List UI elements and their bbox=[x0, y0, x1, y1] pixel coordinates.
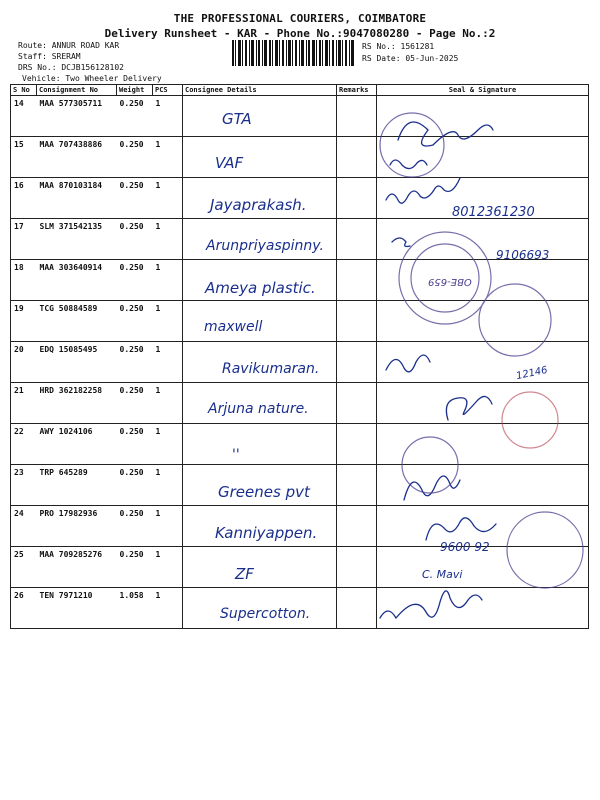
cell-pcs: 1 bbox=[153, 547, 183, 588]
handwritten-phone: 9106693 bbox=[496, 248, 550, 262]
cell-pcs: 1 bbox=[153, 137, 183, 178]
cell-seal bbox=[377, 342, 589, 383]
cell-consignment: MAA 707438886 bbox=[37, 137, 117, 178]
table-row bbox=[11, 301, 589, 342]
cell-weight: 0.250 bbox=[117, 96, 153, 137]
cell-weight: 0.250 bbox=[117, 219, 153, 260]
cell-sno: 21 bbox=[11, 383, 37, 424]
handwritten-number: 12146 bbox=[515, 364, 549, 383]
handwritten-consignee: Jayaprakash. bbox=[210, 196, 307, 214]
cell-seal bbox=[377, 96, 589, 137]
cell-remarks bbox=[337, 178, 377, 219]
cell-consignment: PRO 17982936 bbox=[37, 506, 117, 547]
col-sno: S No bbox=[11, 85, 37, 96]
cell-seal bbox=[377, 424, 589, 465]
cell-remarks bbox=[337, 383, 377, 424]
col-remarks: Remarks bbox=[337, 85, 377, 96]
cell-remarks bbox=[337, 137, 377, 178]
cell-pcs: 1 bbox=[153, 301, 183, 342]
cell-pcs: 1 bbox=[153, 178, 183, 219]
cell-weight: 0.250 bbox=[117, 547, 153, 588]
cell-pcs: 1 bbox=[153, 465, 183, 506]
handwritten-consignee: Kanniyappen. bbox=[215, 524, 318, 542]
cell-consignment: TEN 7971210 bbox=[37, 588, 117, 629]
cell-remarks bbox=[337, 260, 377, 301]
cell-sno: 14 bbox=[11, 96, 37, 137]
cell-sno: 18 bbox=[11, 260, 37, 301]
cell-sno: 25 bbox=[11, 547, 37, 588]
cell-consignment: MAA 577305711 bbox=[37, 96, 117, 137]
cell-seal bbox=[377, 260, 589, 301]
cell-sno: 23 bbox=[11, 465, 37, 506]
cell-remarks bbox=[337, 342, 377, 383]
col-seal: Seal & Signature bbox=[377, 85, 589, 96]
handwritten-consignee: Arunpriyaspinny. bbox=[206, 238, 324, 254]
handwritten-consignee: ZF bbox=[235, 565, 254, 583]
company-title: THE PROFESSIONAL COURIERS, COIMBATORE bbox=[173, 12, 427, 25]
drs-number: DRS No.: DCJB156128102 bbox=[18, 63, 124, 72]
cell-weight: 0.250 bbox=[117, 301, 153, 342]
cell-seal bbox=[377, 383, 589, 424]
cell-remarks bbox=[337, 588, 377, 629]
cell-pcs: 1 bbox=[153, 424, 183, 465]
vehicle-info: Vehicle: Two Wheeler Delivery bbox=[22, 74, 162, 83]
route-info: Route: ANNUR ROAD KAR bbox=[18, 41, 120, 50]
cell-remarks bbox=[337, 424, 377, 465]
runsheet-subtitle: Delivery Runsheet - KAR - Phone No.:9047080280 - Page No.:2 bbox=[104, 27, 496, 40]
cell-weight: 1.058 bbox=[117, 588, 153, 629]
table-header-row bbox=[11, 85, 589, 96]
cell-pcs: 1 bbox=[153, 342, 183, 383]
cell-weight: 0.250 bbox=[117, 506, 153, 547]
handwritten-consignee: GTA bbox=[222, 110, 252, 128]
table-row bbox=[11, 137, 589, 178]
table-row bbox=[11, 424, 589, 465]
cell-consignee bbox=[183, 96, 337, 137]
cell-sno: 17 bbox=[11, 219, 37, 260]
cell-pcs: 1 bbox=[153, 383, 183, 424]
cell-consignment: SLM 371542135 bbox=[37, 219, 117, 260]
handwritten-consignee: Greenes pvt bbox=[218, 483, 310, 501]
cell-consignment: TRP 645289 bbox=[37, 465, 117, 506]
cell-remarks bbox=[337, 465, 377, 506]
cell-weight: 0.250 bbox=[117, 137, 153, 178]
handwritten-consignee: VAF bbox=[215, 154, 244, 172]
cell-pcs: 1 bbox=[153, 96, 183, 137]
cell-weight: 0.250 bbox=[117, 260, 153, 301]
cell-remarks bbox=[337, 96, 377, 137]
staff-info: Staff: SRERAM bbox=[18, 52, 81, 61]
col-consignment: Consignment No bbox=[37, 85, 117, 96]
col-weight: Weight bbox=[117, 85, 153, 96]
cell-sno: 26 bbox=[11, 588, 37, 629]
table-row bbox=[11, 547, 589, 588]
rs-date: RS Date: 05-Jun-2025 bbox=[362, 54, 459, 63]
cell-sno: 22 bbox=[11, 424, 37, 465]
cell-pcs: 1 bbox=[153, 260, 183, 301]
handwritten-phone: 8012361230 bbox=[452, 205, 535, 220]
rs-number: RS No.: 1561281 bbox=[362, 42, 435, 51]
stamp-code: OBE-659 bbox=[428, 276, 472, 287]
handwritten-consignee: Arjuna nature. bbox=[208, 401, 309, 417]
cell-weight: 0.250 bbox=[117, 383, 153, 424]
cell-consignment: AWY 1024106 bbox=[37, 424, 117, 465]
cell-sno: 24 bbox=[11, 506, 37, 547]
cell-weight: 0.250 bbox=[117, 465, 153, 506]
cell-pcs: 1 bbox=[153, 506, 183, 547]
cell-pcs: 1 bbox=[153, 219, 183, 260]
cell-remarks bbox=[337, 219, 377, 260]
handwritten-consignee: Ameya plastic. bbox=[205, 279, 316, 297]
cell-seal bbox=[377, 588, 589, 629]
cell-consignment: TCG 50884589 bbox=[37, 301, 117, 342]
runsheet-table bbox=[10, 84, 589, 629]
handwritten-consignee: Supercotton. bbox=[220, 606, 311, 622]
cell-sno: 20 bbox=[11, 342, 37, 383]
cell-consignment: MAA 870103184 bbox=[37, 178, 117, 219]
col-pcs: PCS bbox=[153, 85, 183, 96]
cell-remarks bbox=[337, 301, 377, 342]
cell-remarks bbox=[337, 506, 377, 547]
cell-weight: 0.250 bbox=[117, 342, 153, 383]
cell-consignee bbox=[183, 137, 337, 178]
cell-consignee bbox=[183, 547, 337, 588]
cell-sno: 15 bbox=[11, 137, 37, 178]
handwritten-number: 9600 92 bbox=[440, 540, 490, 554]
cell-consignment: MAA 709285276 bbox=[37, 547, 117, 588]
cell-consignment: MAA 303640914 bbox=[37, 260, 117, 301]
handwritten-consignee: Ravikumaran. bbox=[222, 361, 320, 377]
cell-sno: 19 bbox=[11, 301, 37, 342]
handwritten-name: C. Mavi bbox=[422, 568, 463, 581]
cell-consignment: HRD 362182258 bbox=[37, 383, 117, 424]
cell-consignee bbox=[183, 424, 337, 465]
cell-seal bbox=[377, 301, 589, 342]
barcode bbox=[232, 40, 354, 66]
cell-weight: 0.250 bbox=[117, 178, 153, 219]
cell-seal bbox=[377, 137, 589, 178]
cell-weight: 0.250 bbox=[117, 424, 153, 465]
handwritten-consignee: maxwell bbox=[204, 319, 263, 335]
cell-seal bbox=[377, 219, 589, 260]
cell-pcs: 1 bbox=[153, 588, 183, 629]
cell-remarks bbox=[337, 547, 377, 588]
cell-sno: 16 bbox=[11, 178, 37, 219]
col-consignee: Consignee Details bbox=[183, 85, 337, 96]
cell-consignment: EDQ 15085495 bbox=[37, 342, 117, 383]
cell-seal bbox=[377, 465, 589, 506]
handwritten-consignee: '' bbox=[232, 447, 240, 463]
table-row bbox=[11, 96, 589, 137]
